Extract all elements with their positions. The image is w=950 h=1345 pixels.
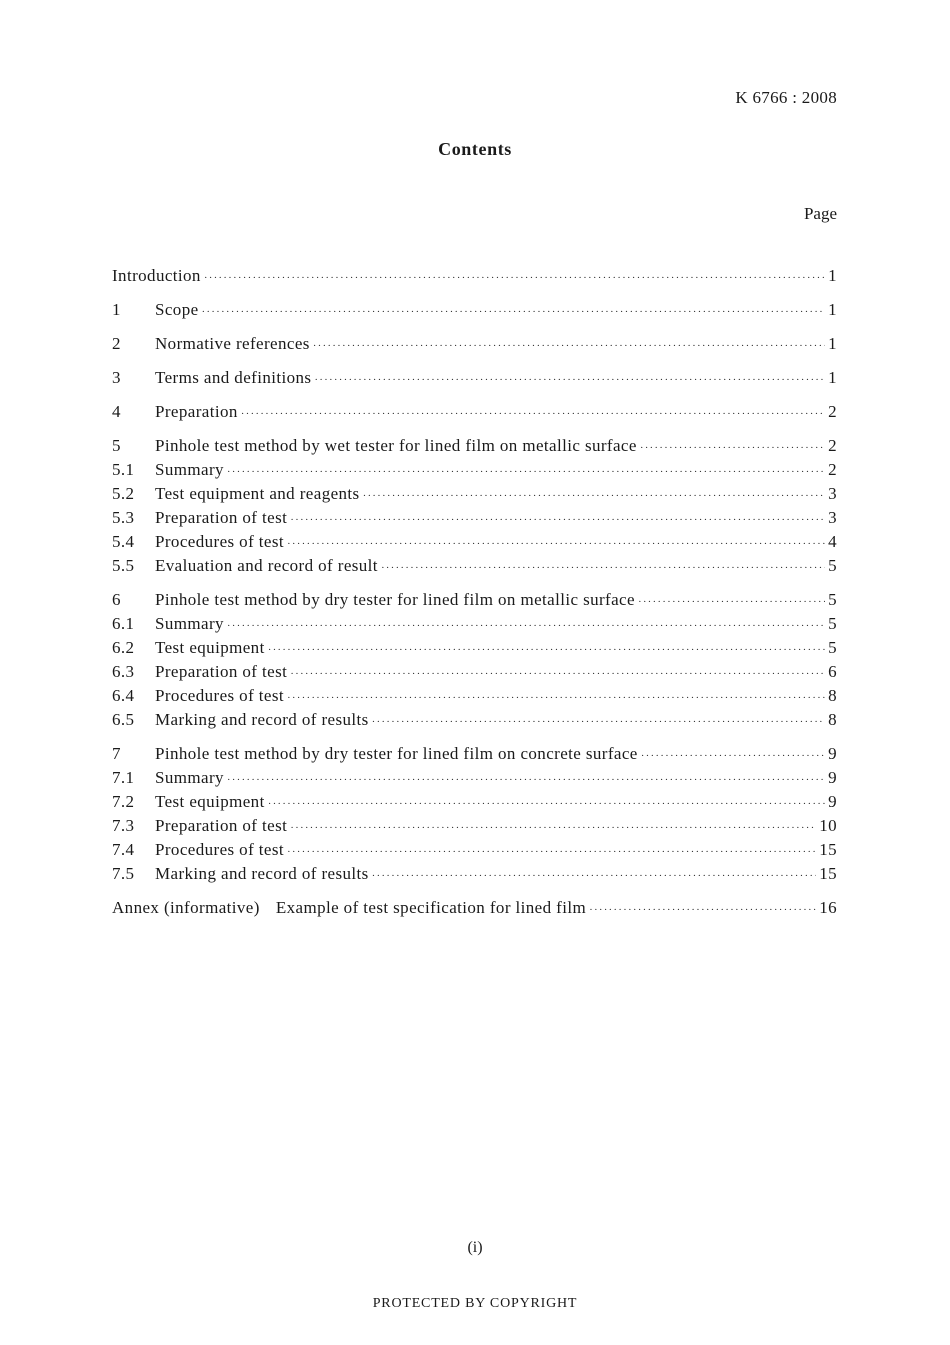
toc-entry-number: 6.3 (112, 662, 135, 681)
toc-entry-page: 15 (819, 864, 837, 883)
toc-entry-label: Pinhole test method by dry tester for lined film on concrete surface (155, 744, 638, 763)
toc-entry-label: Example of test specification for lined film (275, 898, 587, 917)
toc-entry-7-5[interactable] (112, 862, 837, 886)
dot-leader (202, 300, 826, 324)
toc-entry-label: Pinhole test method by wet tester for lined film on metallic surface (155, 436, 637, 455)
toc-entry-section-5[interactable] (112, 434, 837, 458)
toc-entry-label: Marking and record of results (155, 710, 369, 729)
dot-leader (638, 590, 825, 614)
toc-entry-label: Introduction (112, 266, 201, 285)
dot-leader (290, 508, 825, 532)
toc-entry-label: Normative references (155, 334, 310, 353)
toc-entry-label: Preparation (155, 402, 238, 421)
toc-entry-number: 7.2 (112, 792, 135, 811)
dot-leader (287, 686, 825, 710)
toc-entry-number: 6.1 (112, 614, 135, 633)
toc-entry-page: 6 (828, 662, 837, 681)
toc-entry-page: 8 (828, 710, 837, 729)
toc-entry-number: 6.4 (112, 686, 135, 705)
toc-entry-page: 9 (828, 744, 837, 763)
toc-entry-6-1[interactable] (112, 612, 837, 636)
toc-entry-scope[interactable] (112, 298, 837, 322)
toc-entry-page: 15 (819, 840, 837, 859)
toc-entry-page: 10 (819, 816, 837, 835)
toc-entry-number: 3 (112, 368, 121, 387)
dot-leader (372, 864, 817, 888)
toc-entry-label: Summary (155, 614, 224, 633)
dot-leader (290, 662, 825, 686)
toc-entry-number: 4 (112, 402, 121, 421)
toc-entry-label: Procedures of test (155, 532, 284, 551)
toc-entry-label: Scope (155, 300, 199, 319)
toc-entry-number: 7.1 (112, 768, 135, 787)
toc-entry-page: 5 (828, 590, 837, 609)
table-of-contents (112, 264, 837, 920)
dot-leader (227, 768, 825, 792)
dot-leader (268, 792, 825, 816)
dot-leader (381, 556, 825, 580)
toc-entry-number: 1 (112, 300, 121, 319)
toc-entry-page: 5 (828, 556, 837, 575)
page-number: (i) (467, 1239, 483, 1256)
toc-entry-section-6[interactable] (112, 588, 837, 612)
dot-leader (290, 816, 816, 840)
toc-entry-number: 5.2 (112, 484, 135, 503)
toc-entry-page: 2 (828, 436, 837, 455)
toc-entry-6-5[interactable] (112, 708, 837, 732)
toc-entry-page: 3 (828, 508, 837, 527)
toc-entry-number: 2 (112, 334, 121, 353)
toc-entry-label: Test equipment (155, 792, 265, 811)
toc-entry-page: 5 (828, 614, 837, 633)
toc-entry-6-3[interactable] (112, 660, 837, 684)
toc-entry-number: 6 (112, 590, 121, 609)
toc-entry-number: 7.5 (112, 864, 135, 883)
toc-entry-introduction[interactable] (112, 264, 837, 288)
dot-leader (204, 266, 825, 290)
toc-entry-page: 2 (828, 460, 837, 479)
dot-leader (268, 638, 825, 662)
toc-entry-annex[interactable] (112, 896, 837, 920)
dot-leader (313, 334, 825, 358)
toc-entry-page: 1 (828, 334, 837, 353)
toc-entry-page: 2 (828, 402, 837, 421)
page-title: Contents (438, 139, 512, 159)
toc-entry-7-3[interactable] (112, 814, 837, 838)
toc-entry-number: 7 (112, 744, 121, 763)
toc-entry-label: Preparation of test (155, 508, 288, 527)
toc-entry-label: Preparation of test (155, 662, 288, 681)
dot-leader (363, 484, 826, 508)
toc-entry-page: 3 (828, 484, 837, 503)
toc-entry-label: Evaluation and record of result (155, 556, 378, 575)
toc-entry-label: Test equipment (155, 638, 265, 657)
toc-entry-number: 7.4 (112, 840, 135, 859)
copyright-notice: PROTECTED BY COPYRIGHT (372, 1296, 578, 1311)
toc-entry-5-4[interactable] (112, 530, 837, 554)
toc-entry-7-4[interactable] (112, 838, 837, 862)
toc-entry-6-4[interactable] (112, 684, 837, 708)
toc-entry-label: Procedures of test (155, 840, 284, 859)
dot-leader (241, 402, 825, 426)
dot-leader (227, 614, 825, 638)
page-column-heading: Page (803, 204, 837, 223)
toc-entry-6-2[interactable] (112, 636, 837, 660)
toc-entry-number: 6.2 (112, 638, 135, 657)
toc-entry-normative-references[interactable] (112, 332, 837, 356)
annex-prefix: Annex (informative) (112, 898, 260, 917)
toc-entry-5-1[interactable] (112, 458, 837, 482)
toc-entry-page: 9 (828, 792, 837, 811)
toc-entry-label: Procedures of test (155, 686, 284, 705)
dot-leader (287, 840, 816, 864)
dot-leader (589, 898, 816, 922)
toc-entry-label: Preparation of test (155, 816, 288, 835)
toc-entry-page: 1 (828, 266, 837, 285)
toc-entry-number: 5.3 (112, 508, 135, 527)
toc-entry-number: 7.3 (112, 816, 135, 835)
toc-entry-page: 5 (828, 638, 837, 657)
toc-entry-page: 9 (828, 768, 837, 787)
standard-code: K 6766 : 2008 (735, 88, 837, 107)
toc-entry-label: Summary (155, 460, 224, 479)
toc-entry-page: 8 (828, 686, 837, 705)
toc-entry-label: Pinhole test method by dry tester for lined film on metallic surface (155, 590, 635, 609)
dot-leader (372, 710, 825, 734)
toc-entry-number: 5.1 (112, 460, 135, 479)
toc-entry-label: Summary (155, 768, 224, 787)
dot-leader (227, 460, 825, 484)
dot-leader (641, 744, 825, 768)
dot-leader (640, 436, 825, 460)
toc-entry-section-7[interactable] (112, 742, 837, 766)
toc-entry-terms-definitions[interactable] (112, 366, 837, 390)
toc-entry-5-5[interactable] (112, 554, 837, 578)
toc-entry-preparation[interactable] (112, 400, 837, 424)
dot-leader (287, 532, 825, 556)
toc-entry-label: Terms and definitions (155, 368, 312, 387)
toc-entry-5-2[interactable] (112, 482, 837, 506)
toc-entry-label: Marking and record of results (155, 864, 369, 883)
toc-entry-number: 5 (112, 436, 121, 455)
toc-entry-number: 6.5 (112, 710, 135, 729)
toc-entry-page: 1 (828, 300, 837, 319)
toc-entry-7-2[interactable] (112, 790, 837, 814)
dot-leader (314, 368, 825, 392)
toc-entry-5-3[interactable] (112, 506, 837, 530)
toc-entry-page: 4 (828, 532, 837, 551)
toc-entry-number: 5.5 (112, 556, 135, 575)
toc-entry-label: Test equipment and reagents (155, 484, 360, 503)
toc-entry-page: 1 (828, 368, 837, 387)
toc-entry-page: 16 (819, 898, 837, 917)
toc-entry-7-1[interactable] (112, 766, 837, 790)
toc-entry-number: 5.4 (112, 532, 135, 551)
